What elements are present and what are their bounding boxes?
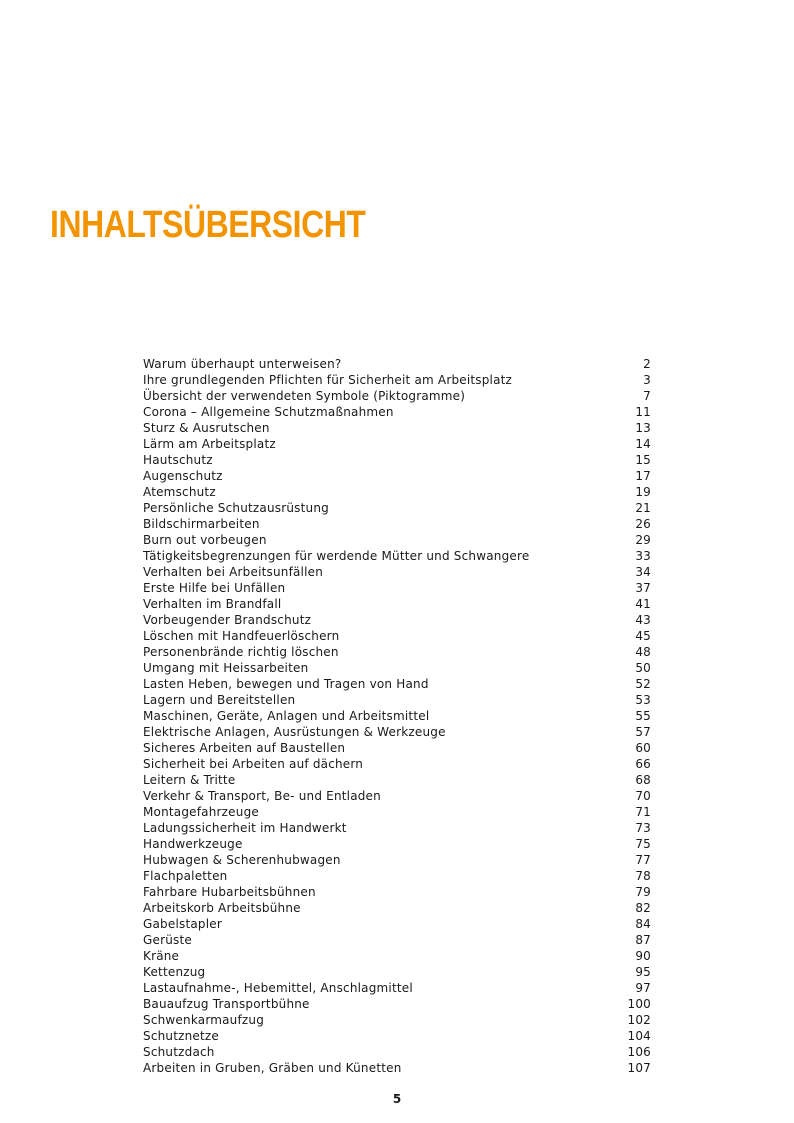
toc-entry-label: Montagefahrzeuge	[143, 805, 259, 819]
toc-entry-page: 50	[635, 661, 651, 675]
toc-entry-label: Schutzdach	[143, 1045, 215, 1059]
toc-entry-page: 19	[635, 485, 651, 499]
toc-entry-page: 107	[627, 1061, 651, 1075]
toc-entry-label: Fahrbare Hubarbeitsbühnen	[143, 885, 316, 899]
toc-entry-page: 66	[635, 757, 651, 771]
toc-entry	[143, 1060, 651, 1076]
toc-entry	[143, 1044, 651, 1060]
toc-entry-label: Lastaufnahme-, Hebemittel, Anschlagmittel	[143, 981, 413, 995]
toc-entry-label: Tätigkeitsbegrenzungen für werdende Mütter und Schwangere	[143, 549, 530, 563]
toc-entry-label: Verhalten im Brandfall	[143, 597, 282, 611]
toc-entry-label: Umgang mit Heissarbeiten	[143, 661, 309, 675]
toc-entry	[143, 468, 651, 484]
toc-entry-label: Schutznetze	[143, 1029, 220, 1043]
toc-entry	[143, 404, 651, 420]
toc-entry	[143, 740, 651, 756]
toc-entry-page: 75	[635, 837, 651, 851]
toc-entry	[143, 708, 651, 724]
table-of-contents	[143, 356, 651, 1076]
toc-entry-label: Gerüste	[143, 933, 192, 947]
toc-entry-page: 78	[635, 869, 651, 883]
toc-entry-page: 2	[643, 357, 651, 371]
toc-entry-label: Leitern & Tritte	[143, 773, 236, 787]
toc-entry	[143, 692, 651, 708]
toc-entry	[143, 900, 651, 916]
toc-entry-page: 55	[635, 709, 651, 723]
toc-entry	[143, 916, 651, 932]
toc-entry-label: Lärm am Arbeitsplatz	[143, 437, 276, 451]
toc-entry-label: Corona – Allgemeine Schutzmaßnahmen	[143, 405, 394, 419]
toc-entry-label: Bildschirmarbeiten	[143, 517, 260, 531]
toc-entry	[143, 436, 651, 452]
toc-entry-label: Erste Hilfe bei Unfällen	[143, 581, 286, 595]
toc-entry-page: 3	[643, 373, 651, 387]
toc-entry-page: 48	[635, 645, 651, 659]
toc-entry-page: 43	[635, 613, 651, 627]
toc-entry	[143, 948, 651, 964]
toc-entry-label: Sicheres Arbeiten auf Baustellen	[143, 741, 346, 755]
toc-entry-page: 11	[635, 405, 651, 419]
toc-entry	[143, 484, 651, 500]
toc-entry	[143, 500, 651, 516]
toc-entry	[143, 996, 651, 1012]
toc-entry	[143, 836, 651, 852]
toc-entry-page: 104	[627, 1029, 651, 1043]
toc-entry-label: Arbeitskorb Arbeitsbühne	[143, 901, 301, 915]
toc-entry-page: 68	[635, 773, 651, 787]
toc-entry	[143, 596, 651, 612]
toc-entry-label: Personenbrände richtig löschen	[143, 645, 339, 659]
toc-entry	[143, 820, 651, 836]
toc-entry	[143, 452, 651, 468]
toc-entry	[143, 660, 651, 676]
toc-entry-page: 34	[635, 565, 651, 579]
toc-entry	[143, 852, 651, 868]
toc-entry	[143, 756, 651, 772]
toc-entry	[143, 628, 651, 644]
toc-entry-label: Verhalten bei Arbeitsunfällen	[143, 565, 324, 579]
toc-entry-label: Löschen mit Handfeuerlöschern	[143, 629, 340, 643]
toc-entry-label: Persönliche Schutzausrüstung	[143, 501, 329, 515]
toc-entry	[143, 964, 651, 980]
toc-entry-page: 82	[635, 901, 651, 915]
toc-entry	[143, 724, 651, 740]
toc-entry-page: 84	[635, 917, 651, 931]
toc-entry	[143, 1028, 651, 1044]
toc-entry-label: Gabelstapler	[143, 917, 222, 931]
page-title: INHALTSÜBERSICHT	[50, 204, 366, 246]
toc-entry-label: Ladungssicherheit im Handwerkt	[143, 821, 347, 835]
toc-entry-label: Sturz & Ausrutschen	[143, 421, 270, 435]
toc-entry-label: Handwerkzeuge	[143, 837, 243, 851]
toc-entry-label: Bauaufzug Transportbühne	[143, 997, 310, 1011]
toc-entry	[143, 356, 651, 372]
toc-entry	[143, 980, 651, 996]
toc-entry-label: Arbeiten in Gruben, Gräben und Künetten	[143, 1061, 402, 1075]
toc-entry-label: Vorbeugender Brandschutz	[143, 613, 312, 627]
toc-entry-label: Augenschutz	[143, 469, 223, 483]
toc-entry-label: Schwenkarmaufzug	[143, 1013, 265, 1027]
toc-entry-label: Warum überhaupt unterweisen?	[143, 357, 342, 371]
toc-entry-page: 21	[635, 501, 651, 515]
toc-entry-page: 70	[635, 789, 651, 803]
toc-entry-page: 7	[643, 389, 651, 403]
toc-entry	[143, 644, 651, 660]
toc-entry	[143, 804, 651, 820]
toc-entry	[143, 868, 651, 884]
toc-entry-page: 17	[635, 469, 651, 483]
toc-entry-page: 106	[627, 1045, 651, 1059]
toc-entry-page: 57	[635, 725, 651, 739]
page-number: 5	[392, 1092, 402, 1106]
toc-entry-label: Kettenzug	[143, 965, 206, 979]
toc-entry-label: Burn out vorbeugen	[143, 533, 267, 547]
toc-entry-label: Flachpaletten	[143, 869, 228, 883]
toc-entry	[143, 884, 651, 900]
toc-entry-label: Lagern und Bereitstellen	[143, 693, 296, 707]
toc-entry-label: Hautschutz	[143, 453, 213, 467]
toc-entry-page: 26	[635, 517, 651, 531]
toc-entry-page: 41	[635, 597, 651, 611]
toc-entry-page: 14	[635, 437, 651, 451]
toc-entry-page: 15	[635, 453, 651, 467]
toc-entry-page: 87	[635, 933, 651, 947]
toc-entry-page: 77	[635, 853, 651, 867]
toc-entry	[143, 564, 651, 580]
toc-entry-page: 33	[635, 549, 651, 563]
toc-entry-page: 100	[627, 997, 651, 1011]
toc-entry	[143, 532, 651, 548]
toc-entry-page: 95	[635, 965, 651, 979]
toc-entry	[143, 676, 651, 692]
toc-entry	[143, 516, 651, 532]
toc-entry-page: 71	[635, 805, 651, 819]
toc-entry-page: 60	[635, 741, 651, 755]
toc-entry	[143, 580, 651, 596]
toc-entry-page: 29	[635, 533, 651, 547]
toc-entry-page: 79	[635, 885, 651, 899]
toc-entry-page: 73	[635, 821, 651, 835]
toc-entry	[143, 932, 651, 948]
toc-entry	[143, 420, 651, 436]
toc-entry-page: 102	[627, 1013, 651, 1027]
toc-entry-label: Übersicht der verwendeten Symbole (Piktogramme)	[143, 389, 466, 403]
toc-entry-label: Ihre grundlegenden Pflichten für Sicherheit am Arbeitsplatz	[143, 373, 513, 387]
toc-entry-page: 53	[635, 693, 651, 707]
toc-entry	[143, 388, 651, 404]
toc-entry	[143, 612, 651, 628]
toc-entry-label: Hubwagen & Scherenhubwagen	[143, 853, 341, 867]
toc-entry-label: Verkehr & Transport, Be- und Entladen	[143, 789, 381, 803]
toc-entry-page: 52	[635, 677, 651, 691]
toc-entry-label: Elektrische Anlagen, Ausrüstungen & Werkzeuge	[143, 725, 446, 739]
toc-entry	[143, 772, 651, 788]
toc-entry-label: Atemschutz	[143, 485, 216, 499]
toc-entry-page: 45	[635, 629, 651, 643]
toc-entry-label: Kräne	[143, 949, 180, 963]
toc-entry	[143, 548, 651, 564]
toc-entry	[143, 372, 651, 388]
toc-entry-label: Sicherheit bei Arbeiten auf dächern	[143, 757, 364, 771]
toc-entry-page: 37	[635, 581, 651, 595]
toc-entry	[143, 788, 651, 804]
toc-entry-page: 97	[635, 981, 651, 995]
toc-entry	[143, 1012, 651, 1028]
toc-entry-label: Maschinen, Geräte, Anlagen und Arbeitsmittel	[143, 709, 430, 723]
toc-entry-label: Lasten Heben, bewegen und Tragen von Hand	[143, 677, 429, 691]
toc-entry-page: 90	[635, 949, 651, 963]
toc-entry-page: 13	[635, 421, 651, 435]
